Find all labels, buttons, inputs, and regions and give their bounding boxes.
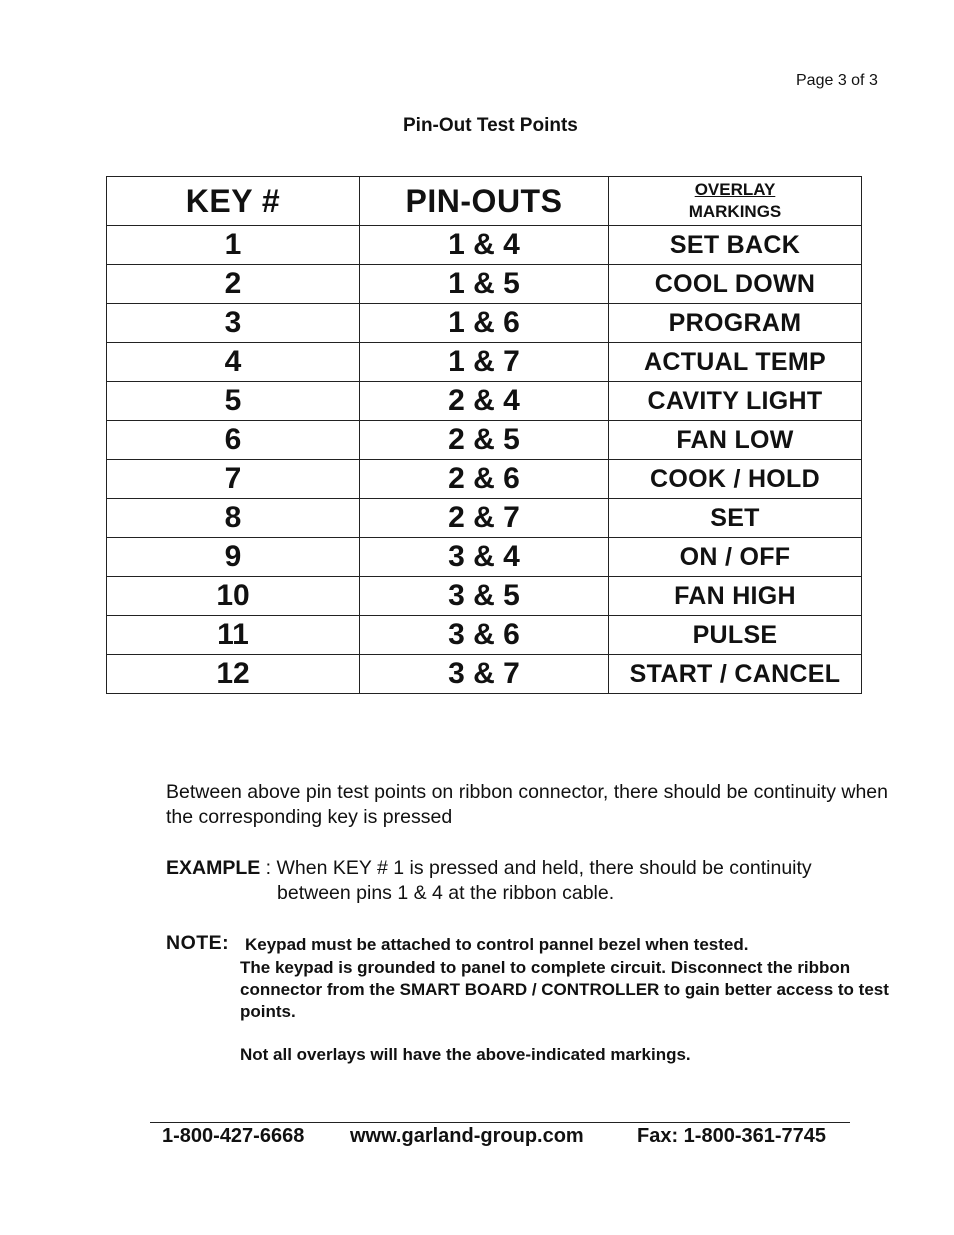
pinout-cell: 1 & 7 bbox=[360, 343, 609, 382]
marking-cell: CAVITY LIGHT bbox=[609, 382, 862, 421]
footer-phone: 1-800-427-6668 bbox=[162, 1125, 305, 1147]
table-row bbox=[107, 577, 862, 616]
marking-cell: START / CANCEL bbox=[609, 655, 862, 694]
key-cell: 5 bbox=[107, 382, 360, 421]
pinout-cell: 2 & 4 bbox=[360, 382, 609, 421]
note-line1: Keypad must be attached to control pannel bezel when tested. bbox=[245, 935, 749, 954]
pinout-cell: 3 & 4 bbox=[360, 538, 609, 577]
key-cell: 9 bbox=[107, 538, 360, 577]
header-overlay-line1: OVERLAY bbox=[694, 180, 776, 199]
table-row bbox=[107, 265, 862, 304]
pinout-cell: 3 & 7 bbox=[360, 655, 609, 694]
marking-cell: COOL DOWN bbox=[609, 265, 862, 304]
marking-cell: FAN HIGH bbox=[609, 577, 862, 616]
table-row bbox=[107, 616, 862, 655]
pinout-cell: 2 & 7 bbox=[360, 499, 609, 538]
marking-cell: PULSE bbox=[609, 616, 862, 655]
marking-cell: SET BACK bbox=[609, 226, 862, 265]
pinout-cell: 3 & 5 bbox=[360, 577, 609, 616]
header-pinouts: PIN-OUTS bbox=[360, 177, 609, 226]
table-row bbox=[107, 382, 862, 421]
example-continuation: between pins 1 & 4 at the ribbon cable. bbox=[277, 882, 615, 904]
header-overlay-markings bbox=[609, 177, 862, 226]
header-key: KEY # bbox=[107, 177, 360, 226]
pinout-cell: 1 & 6 bbox=[360, 304, 609, 343]
pinout-cell: 3 & 6 bbox=[360, 616, 609, 655]
example-label: EXAMPLE bbox=[166, 857, 261, 879]
key-cell: 3 bbox=[107, 304, 360, 343]
key-cell: 10 bbox=[107, 577, 360, 616]
marking-cell: ON / OFF bbox=[609, 538, 862, 577]
table-row bbox=[107, 655, 862, 694]
table-row bbox=[107, 499, 862, 538]
table-header-row bbox=[107, 177, 862, 226]
marking-cell: PROGRAM bbox=[609, 304, 862, 343]
key-cell: 11 bbox=[107, 616, 360, 655]
table-row bbox=[107, 226, 862, 265]
table-row bbox=[107, 538, 862, 577]
key-cell: 2 bbox=[107, 265, 360, 304]
marking-cell: COOK / HOLD bbox=[609, 460, 862, 499]
header-overlay-line2: MARKINGS bbox=[688, 202, 782, 221]
footer-fax: Fax: 1-800-361-7745 bbox=[637, 1125, 827, 1147]
marking-cell: ACTUAL TEMP bbox=[609, 343, 862, 382]
key-cell: 6 bbox=[107, 421, 360, 460]
key-cell: 7 bbox=[107, 460, 360, 499]
key-cell: 4 bbox=[107, 343, 360, 382]
continuity-paragraph: Between above pin test points on ribbon connector, there should be continuity when the corresponding key is pressed bbox=[166, 781, 888, 828]
key-cell: 12 bbox=[107, 655, 360, 694]
marking-cell: SET bbox=[609, 499, 862, 538]
note-label: NOTE: bbox=[166, 932, 230, 954]
key-cell: 8 bbox=[107, 499, 360, 538]
pinout-table bbox=[106, 176, 862, 694]
marking-cell: FAN LOW bbox=[609, 421, 862, 460]
document-title: Pin-Out Test Points bbox=[403, 115, 578, 136]
key-cell: 1 bbox=[107, 226, 360, 265]
footer-divider bbox=[150, 1122, 850, 1123]
footer-website: www.garland-group.com bbox=[350, 1125, 584, 1147]
note-extra: Not all overlays will have the above-indicated markings. bbox=[240, 1045, 691, 1064]
pinout-cell: 2 & 6 bbox=[360, 460, 609, 499]
table-row bbox=[107, 304, 862, 343]
example-line bbox=[166, 856, 812, 881]
example-text: : When KEY # 1 is pressed and held, there should be continuity bbox=[260, 857, 812, 879]
pinout-cell: 2 & 5 bbox=[360, 421, 609, 460]
note-body: The keypad is grounded to panel to complete circuit. Disconnect the ribbon connector from the SMART BOARD / CONTROLLER to gain better access to test points. bbox=[240, 958, 889, 1021]
page-number: Page 3 of 3 bbox=[796, 72, 878, 89]
table-row bbox=[107, 421, 862, 460]
table-row bbox=[107, 343, 862, 382]
pinout-cell: 1 & 4 bbox=[360, 226, 609, 265]
table-row bbox=[107, 460, 862, 499]
pinout-cell: 1 & 5 bbox=[360, 265, 609, 304]
